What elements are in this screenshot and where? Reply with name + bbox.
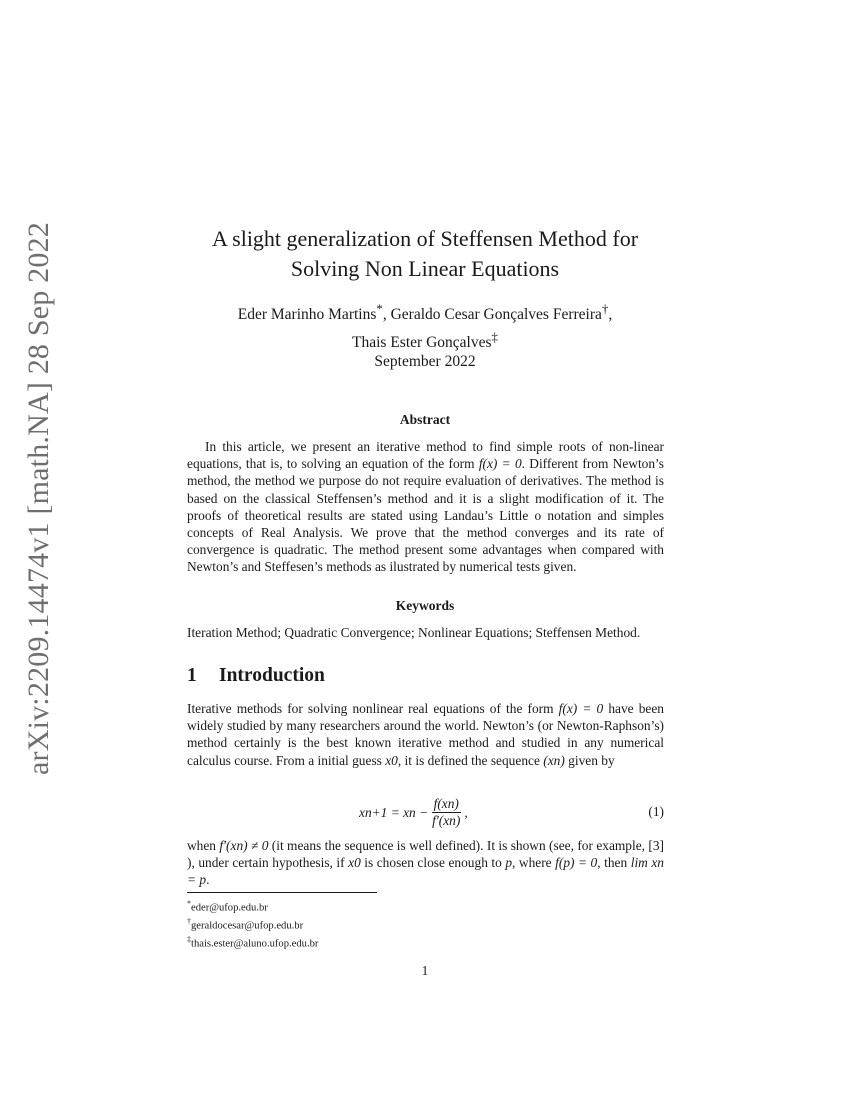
equation-1 — [187, 792, 664, 832]
section-number: 1 — [187, 665, 197, 686]
fraction-denominator: f′(xn) — [432, 813, 461, 828]
abstract-body: In this article, we present an iterative method to find simple roots of non-linear equations, that is, to solving an equation of the form f(x) = 0. Different from Newton’s method, the method we purpose do not require evaluation of derivatives. The method is based on the classical Steffensen’s method and it is a slight modification of it. The proofs of theoretical results are stated using Landau’s Little o notation and simples concepts of Real Analysis. We prove that the method converges and its rate of convergence is quadratic. The method present some advantages when compared with Newton’s and Steffesen’s methods as ilustrated by numerical tests given. — [187, 439, 664, 575]
paper-date: September 2022 — [374, 353, 476, 370]
author-1-mark: * — [376, 301, 383, 316]
abstract-heading: Abstract — [399, 412, 451, 427]
author-1: Eder Marinho Martins — [237, 306, 377, 324]
author-3-mark: ‡ — [491, 329, 498, 345]
newton-iteration-formula: xn+1 = xn − $\frac{f(xn)}{f'(xn)}$ , — [359, 796, 468, 828]
footnote-2: †geraldocesar@ufop.edu.br — [187, 916, 304, 932]
arxiv-identifier-stamp: arXiv:2209.14474v1 [math.NA] 28 Sep 2022 — [22, 222, 55, 775]
equation-fraction — [430, 796, 462, 829]
intro-paragraph-1: Iterative methods for solving nonlinear real equations of the form f(x) = 0 have been widely studied by many researchers around the world. Newton’s (or Newton-Raphson’s) method certainly is the best known iterative method and studied in any numerical calculus course. From a initial guess x0, it is defined the sequence (xn) given by — [187, 701, 664, 768]
page-number: 1 — [421, 963, 429, 978]
author-3: Thais Ester Gonçalves — [352, 334, 492, 352]
keywords-list: Iteration Method; Quadratic Convergence; Nonlinear Equations; Steffensen Method. — [187, 625, 641, 640]
footnote-1: *eder@ufop.edu.br — [187, 899, 268, 914]
footnote-divider — [187, 892, 377, 893]
title-line-2: Solving Non Linear Equations — [290, 256, 560, 281]
math-x0: x0 — [385, 752, 398, 768]
author-2-mark: † — [601, 301, 609, 316]
paper-title — [100, 224, 750, 284]
footnotes — [187, 897, 487, 951]
equation-lhs: xn+1 = xn − — [359, 804, 429, 820]
author-list: Eder Marinho Martins*, Geraldo Cesar Gonçalves Ferreira†, Thais Ester Gonçalves‡ — [237, 301, 613, 352]
fraction-numerator: f(xn) — [433, 796, 459, 811]
footnote-3: ‡thais.ester@aluno.ufop.edu.br — [187, 934, 319, 950]
keywords-heading: Keywords — [395, 598, 455, 613]
author-2: Geraldo Cesar Gonçalves Ferreira — [390, 306, 602, 324]
math-fx-zero: f(x) = 0 — [478, 456, 522, 472]
equation-number: (1) — [648, 804, 664, 819]
section-heading-introduction — [187, 665, 325, 687]
intro-paragraph-2: when f′(xn) ≠ 0 (it means the sequence is well defined). It is shown (see, for example, [3] ), under certain hypothesis, if x0 is chosen close enough to p, where f(p) = 0, then lim xn = p. — [187, 838, 665, 888]
section-title: Introduction — [219, 665, 325, 686]
title-line-1: A slight generalization of Steffensen Method for — [211, 226, 639, 251]
math-xn-sequence: (xn) — [543, 752, 565, 768]
